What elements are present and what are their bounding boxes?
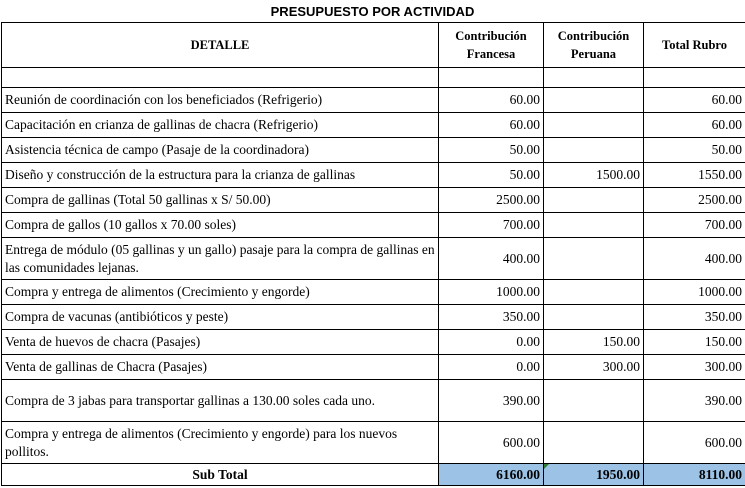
row-detail: Entrega de módulo (05 gallinas y un gallo) pasaje para la compra de gallinas en las comunidades lejanas. xyxy=(2,238,439,280)
table-row xyxy=(2,422,745,464)
row-peruvian: 300.00 xyxy=(544,355,644,380)
subtotal-label: Sub Total xyxy=(2,464,439,486)
row-total: 60.00 xyxy=(644,113,745,138)
table-row xyxy=(2,305,745,330)
row-french: 60.00 xyxy=(439,113,544,138)
row-detail: Compra de vacunas (antibióticos y peste) xyxy=(2,305,439,330)
row-total: 60.00 xyxy=(644,88,745,113)
row-total: 350.00 xyxy=(644,305,745,330)
row-french: 700.00 xyxy=(439,213,544,238)
row-detail: Compra y entrega de alimentos (Crecimiento y engorde) para los nuevos pollitos. xyxy=(2,422,439,464)
row-peruvian xyxy=(544,280,644,305)
table-row xyxy=(2,213,745,238)
row-french: 60.00 xyxy=(439,88,544,113)
table-row xyxy=(2,280,745,305)
row-total: 400.00 xyxy=(644,238,745,280)
table-row xyxy=(2,238,745,280)
row-peruvian xyxy=(544,422,644,464)
row-total: 700.00 xyxy=(644,213,745,238)
row-total: 2500.00 xyxy=(644,188,745,213)
row-total: 50.00 xyxy=(644,138,745,163)
row-french: 390.00 xyxy=(439,380,544,422)
row-total: 390.00 xyxy=(644,380,745,422)
header-peruvian: Contribución Peruana xyxy=(544,23,644,68)
budget-table xyxy=(1,22,745,486)
row-french: 0.00 xyxy=(439,355,544,380)
blank-row xyxy=(2,68,745,88)
table-row xyxy=(2,163,745,188)
subtotal-peruvian: 1950.00 xyxy=(544,464,644,486)
header-detail: DETALLE xyxy=(2,23,439,68)
row-peruvian xyxy=(544,305,644,330)
row-peruvian xyxy=(544,88,644,113)
table-row xyxy=(2,188,745,213)
header-row xyxy=(2,23,745,68)
table-row xyxy=(2,380,745,422)
row-detail: Diseño y construcción de la estructura para la crianza de gallinas xyxy=(2,163,439,188)
table-row xyxy=(2,88,745,113)
table-row xyxy=(2,138,745,163)
subtotal-row xyxy=(2,464,745,486)
row-peruvian xyxy=(544,380,644,422)
page-title: PRESUPUESTO POR ACTIVIDAD xyxy=(270,4,475,19)
table-row xyxy=(2,330,745,355)
row-detail: Venta de huevos de chacra (Pasajes) xyxy=(2,330,439,355)
row-detail: Compra de 3 jabas para transportar gallinas a 130.00 soles cada uno. xyxy=(2,380,439,422)
row-total: 600.00 xyxy=(644,422,745,464)
row-peruvian xyxy=(544,238,644,280)
row-peruvian: 150.00 xyxy=(544,330,644,355)
row-detail: Venta de gallinas de Chacra (Pasajes) xyxy=(2,355,439,380)
row-detail: Reunión de coordinación con los beneficiados (Refrigerio) xyxy=(2,88,439,113)
row-detail: Capacitación en crianza de gallinas de chacra (Refrigerio) xyxy=(2,113,439,138)
subtotal-total: 8110.00 xyxy=(644,464,745,486)
row-peruvian xyxy=(544,113,644,138)
row-french: 400.00 xyxy=(439,238,544,280)
table-row xyxy=(2,355,745,380)
row-french: 50.00 xyxy=(439,163,544,188)
row-total: 1000.00 xyxy=(644,280,745,305)
row-peruvian xyxy=(544,213,644,238)
header-french: Contribución Francesa xyxy=(439,23,544,68)
row-french: 350.00 xyxy=(439,305,544,330)
row-detail: Compra de gallinas (Total 50 gallinas x S/ 50.00) xyxy=(2,188,439,213)
row-detail: Asistencia técnica de campo (Pasaje de la coordinadora) xyxy=(2,138,439,163)
row-french: 1000.00 xyxy=(439,280,544,305)
subtotal-french: 6160.00 xyxy=(439,464,544,486)
table-row xyxy=(2,113,745,138)
row-french: 600.00 xyxy=(439,422,544,464)
row-french: 50.00 xyxy=(439,138,544,163)
row-peruvian xyxy=(544,138,644,163)
row-total: 150.00 xyxy=(644,330,745,355)
row-total: 300.00 xyxy=(644,355,745,380)
row-detail: Compra de gallos (10 gallos x 70.00 soles) xyxy=(2,213,439,238)
header-total: Total Rubro xyxy=(644,23,745,68)
row-french: 2500.00 xyxy=(439,188,544,213)
row-detail: Compra y entrega de alimentos (Crecimiento y engorde) xyxy=(2,280,439,305)
row-peruvian xyxy=(544,188,644,213)
row-french: 0.00 xyxy=(439,330,544,355)
row-total: 1550.00 xyxy=(644,163,745,188)
row-peruvian: 1500.00 xyxy=(544,163,644,188)
